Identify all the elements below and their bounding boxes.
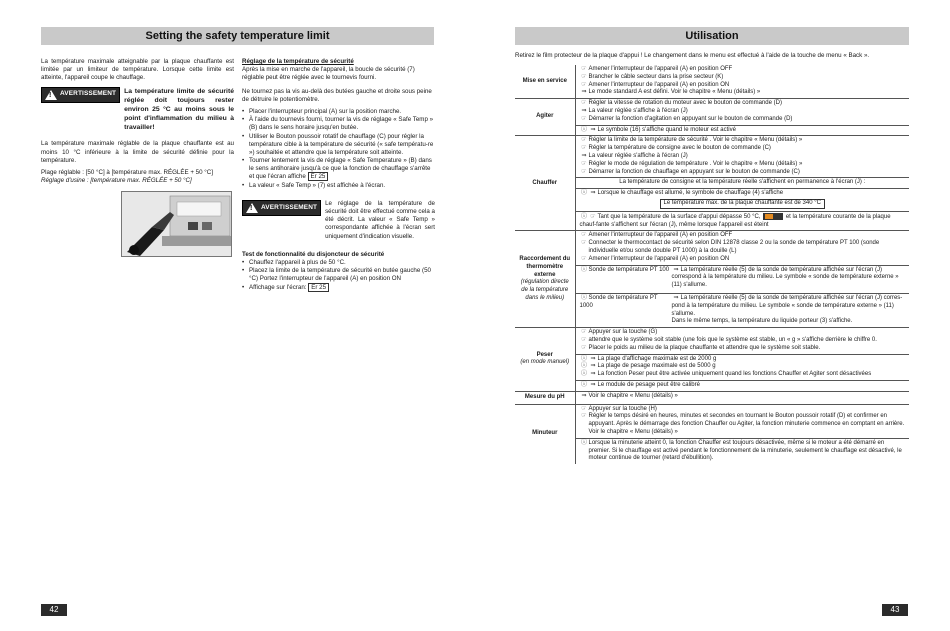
device-photo bbox=[121, 191, 232, 257]
warning-badge: ! AVERTISSEMENT bbox=[41, 87, 120, 103]
setting-note: Ne tournez pas la vis au-delà des butées gauche et droite sous peine de détruire le potentiomètre. bbox=[242, 87, 432, 103]
device-illustration-icon bbox=[122, 192, 232, 257]
table-row: Chauffer ☞ Régler la limite de la température de sécurité . Voir le chapitre « Menu (détails) » ☞ Régler la température de consigne avec le bouton de commande (C) ⇒ La valeur réglée s'affiche à l'écran (J) ☞ Régler le mode de régulation de température . Voir le chapitre « Menu (détails) » ☞ Démarrer la fonction de chauffage en appuyant sur le bouton de commande (C) La température de consigne et la température réelle s'affichent en permanence à l'écran (J) : ⓘ ⇒ Lorsque le chauffage est allumé, le symbole de chauffage (4) s'affiche Le température max. de la plaque chauffante est de 340 °C ⓘ ☞ Tant que la température de la surface d'appui dépasse 50 °C, et la température courante de la plaque chauf-fante s'affichent sur l'écran (J), même lorsque l'appareil est éteint bbox=[515, 136, 909, 231]
info-icon: ⓘ bbox=[580, 363, 587, 370]
range-text: Plage réglable : [50 °C] à [température max. RÉGLÉE + 50 °C] bbox=[41, 168, 213, 176]
table-row: Mise en service ☞ Amener l'interrupteur de l'appareil (A) en position OFF ☞ Brancher le câble secteur dans la prise secteur (K) ☞ Amener l'interrupteur de l'appareil (A) en position ON ⇒ Le mode standard A est défini. Voir le chapitre « Menu (détails) » bbox=[515, 65, 909, 99]
info-icon: ⓘ bbox=[580, 439, 587, 446]
warning-text: La température limite de sécurité réglée doit toujours rester environ 25 °C au moins sous le point d'inflammation du milieu à travailler! bbox=[124, 87, 234, 132]
row-label: Minuteur bbox=[515, 404, 575, 464]
info-icon: ⓘ bbox=[580, 190, 587, 197]
table-row: Agiter ☞ Régler la vitesse de rotation du moteur avec le bouton de commande (D) ⇒ La valeur réglée s'affiche à l'écran (J) ☞ Démarrer la fonction d'agitation en appuyant sur le bouton de commande (D) ⓘ ⇒ Le symbole (16) s'affiche quand le moteur est activé bbox=[515, 99, 909, 136]
left-column bbox=[41, 58, 234, 185]
list-item: • Utiliser le Bouton poussoir rotatif de chauffage (C) pour régler la température cible à la température de sécurité (« safe températu-re ») souhaitée et attendre que la température soit atteinte. bbox=[242, 133, 435, 158]
table-row: Mesure du pH ⇒ Voir le chapitre « Menu (détails) » bbox=[515, 391, 909, 404]
right-column bbox=[242, 58, 435, 292]
max-temp-paragraph: La température maximale réglable de la plaque chauffante est au moins 10 °C inférieure à la limite de sécurité définie pour la température. bbox=[41, 140, 234, 164]
row-label: Mesure du pH bbox=[515, 391, 575, 404]
hot-plate-icon bbox=[763, 213, 783, 220]
hand-icon: ☞ bbox=[581, 329, 587, 336]
info-icon: ⓘ bbox=[580, 355, 587, 362]
hand-icon: ☞ bbox=[581, 255, 587, 262]
row-label: Raccordement du thermomètre externe bbox=[519, 255, 571, 278]
info-icon: ⓘ bbox=[580, 126, 587, 133]
warning2-text: Le réglage de la température de sécurité doit être effectué comme cela a été décrit. La valeur « Safe Temp » correspondante affichée à l'écran sert uniquement d'indication visuelle. bbox=[325, 199, 435, 240]
list-item: • Placez la limite de la température de sécurité en butée gauche (50 °C) Portez l'interrupteur de l'appareil (A) en position ON bbox=[242, 267, 435, 283]
list-item: • Chauffez l'appareil à plus de 50 °C. bbox=[242, 259, 435, 267]
max-temp-box: Le température max. de la plaque chauffante est de 340 °C bbox=[660, 199, 825, 209]
result-icon: ⇒ bbox=[590, 126, 596, 133]
table-row: Peser (en mode manuel) ☞ Appuyer sur la touche (G) ☞ attendre que le système soit stable (une fois que le système est stable, un « g » s'affiche derrière le chiffre 0. ☞ Placer le poids au milieu de la plaque chauffante et attendre que le système soit stable. ⓘ ⇒ La plage d'affichage maximale est de 2000 g ⓘ ⇒ La plage de pesage maximale est de 5000 g ⓘ ⇒ La fonction Peser peut être activée uniquement quand les fonctions Chauffer et Agiter sont désactivées ⓘ ⇒ Le module de pesage peut être calibré bbox=[515, 328, 909, 392]
test-title: Test de fonctionnalité du disjoncteur de sécurité bbox=[242, 250, 385, 258]
result-icon: ⇒ bbox=[581, 392, 587, 399]
factory-setting-text: Réglage d'usine : [température max. RÉGLÉE + 50 °C] bbox=[41, 177, 192, 185]
setting-steps bbox=[242, 108, 435, 190]
hand-icon: ☞ bbox=[581, 413, 587, 420]
result-icon: ⇒ bbox=[590, 190, 596, 197]
left-page-title: Setting the safety temperature limit bbox=[41, 27, 434, 45]
hand-icon: ☞ bbox=[581, 73, 587, 80]
info-icon: ⓘ bbox=[580, 381, 587, 388]
result-icon: ⇒ bbox=[590, 371, 596, 378]
display-er25: Er 25 bbox=[308, 172, 329, 181]
result-icon: ⇒ bbox=[581, 107, 587, 114]
result-icon: ⇒ bbox=[673, 266, 679, 273]
result-icon: ⇒ bbox=[673, 295, 679, 301]
display-er25: Er 25 bbox=[308, 283, 329, 292]
result-icon: ⇒ bbox=[590, 355, 596, 362]
setting-title: Réglage de la température de sécurité bbox=[242, 58, 354, 65]
intro-paragraph: La température maximale atteignable par la plaque chauffante est limitée par un limiteur de température. Lorsque cette limite est atteinte, l'appareil coupe le chauffage. bbox=[41, 58, 234, 82]
hand-icon: ☞ bbox=[581, 145, 587, 152]
hand-icon: ☞ bbox=[581, 405, 587, 412]
warning-icon bbox=[45, 90, 57, 100]
warning-icon bbox=[246, 203, 258, 213]
result-icon: ⇒ bbox=[590, 381, 596, 388]
right-page-title: Utilisation bbox=[515, 27, 909, 45]
row-sublabel: (régulation directe de la température dans le milieu) bbox=[520, 279, 569, 301]
list-item: • Tourner lentement la vis de réglage « Safe Temperature » (B) dans le sens antihoraire jusqu'à ce que la fonction de chauffage s'arrête et que l'écran affiche Er 25 bbox=[242, 157, 435, 182]
setting-intro: Après la mise en marche de l'appareil, la boucle de sécurité (7) réglable peut être réglée avec le tournevis fourni. bbox=[242, 66, 415, 82]
center-note: La température de consigne et la température réelle s'affichent en permanence à l'écran (J) : bbox=[576, 177, 910, 187]
table-row: Minuteur ☞ Appuyer sur la touche (H) ☞ Régler le temps désiré en heures, minutes et secondes en tournant le Bouton poussoir rotatif (D) et confirmer en appuyant. Après le démarrage des fonction Chauffer ou Agiter, la fonction minuterie commence en comptant en arrière. Voir le chapitre « Menu (détails) » ⓘ Lorsque la minuterie atteint 0, la fonction Chauffer est toujours désactivée, même si le moteur a été démarré en premier. Si le chauffage est activé pendant le fonctionnement de la minuterie, seulement le chauffage est désactivé, le moteur continue de tourner (retard d'ébullition). bbox=[515, 404, 909, 464]
list-item: • La valeur « Safe Temp » (7) est affichée à l'écran. bbox=[242, 182, 435, 190]
result-icon: ⇒ bbox=[581, 89, 587, 96]
hand-icon: ☞ bbox=[581, 81, 587, 88]
hand-icon: ☞ bbox=[581, 66, 587, 72]
warning-badge-2: ! AVERTISSEMENT bbox=[242, 200, 321, 216]
row-sublabel: (en mode manuel) bbox=[520, 359, 570, 366]
hand-icon: ☞ bbox=[581, 160, 587, 167]
list-item: • Affichage sur l'écran: Er 25 bbox=[242, 284, 435, 292]
info-icon: ⓘ bbox=[580, 371, 587, 378]
hand-icon: ☞ bbox=[581, 344, 587, 351]
hand-icon: ☞ bbox=[581, 336, 587, 343]
hand-icon: ☞ bbox=[581, 232, 587, 239]
result-icon: ⇒ bbox=[581, 152, 587, 159]
info-icon: ⓘ bbox=[580, 266, 587, 273]
utilisation-table bbox=[515, 65, 909, 464]
list-item: • À l'aide du tournevis fourni, tourner la vis de réglage « Safe Temp » (B) dans le sens horaire jusqu'en butée. bbox=[242, 116, 435, 132]
hand-icon: ☞ bbox=[590, 213, 596, 220]
table-row: Raccordement du thermomètre externe (régulation directe de la température dans le milieu) ☞ Amener l'interrupteur de l'appareil (A) en position OFF ☞ Connecter le thermocontact de sécurité selon DIN 12878 classe 2 ou la sonde de température PT 100 (sonde individuelle et/ou sonde double PT 1000) à la douille (L) ☞ Amener l'interrupteur de l'appareil (A) en position ON ⓘ Sonde de température PT 100 ⇒ La température réelle (5) de la sonde de température affichée sur l'écran (J) correspond à la température du milieu. Le symbole « sonde de température externe » (11) s'allume. ⓘ Sonde de température PT 1000 ⇒ La température réelle (5) de la sonde de température affichée sur l'écran (J) corres-pond à la température du milieu. Le symbole « sonde de température externe » (11) s'allume. Dans le même temps, la température du liquide porteur (3) s'affiche. bbox=[515, 231, 909, 328]
page-number: 43 bbox=[882, 604, 908, 616]
list-item: • Placer l'interrupteur principal (A) sur la position marche. bbox=[242, 108, 435, 116]
hand-icon: ☞ bbox=[581, 115, 587, 122]
row-label: Agiter bbox=[515, 99, 575, 136]
hand-icon: ☞ bbox=[581, 168, 587, 175]
hand-icon: ☞ bbox=[581, 240, 587, 247]
test-steps bbox=[242, 259, 435, 292]
page-number: 42 bbox=[41, 604, 67, 616]
row-label: Mise en service bbox=[515, 65, 575, 99]
info-icon: ⓘ bbox=[580, 295, 587, 301]
hand-icon: ☞ bbox=[581, 100, 587, 107]
row-label: Peser bbox=[536, 351, 553, 358]
info-icon: ⓘ bbox=[580, 213, 587, 220]
utilisation-intro: Retirez le film protecteur de la plaque d'appui ! Le changement dans le menu est effectué à l'aide de la touche de menu « Back ». bbox=[515, 52, 870, 59]
hand-icon: ☞ bbox=[581, 137, 587, 144]
row-label: Chauffer bbox=[515, 136, 575, 231]
result-icon: ⇒ bbox=[590, 363, 596, 370]
